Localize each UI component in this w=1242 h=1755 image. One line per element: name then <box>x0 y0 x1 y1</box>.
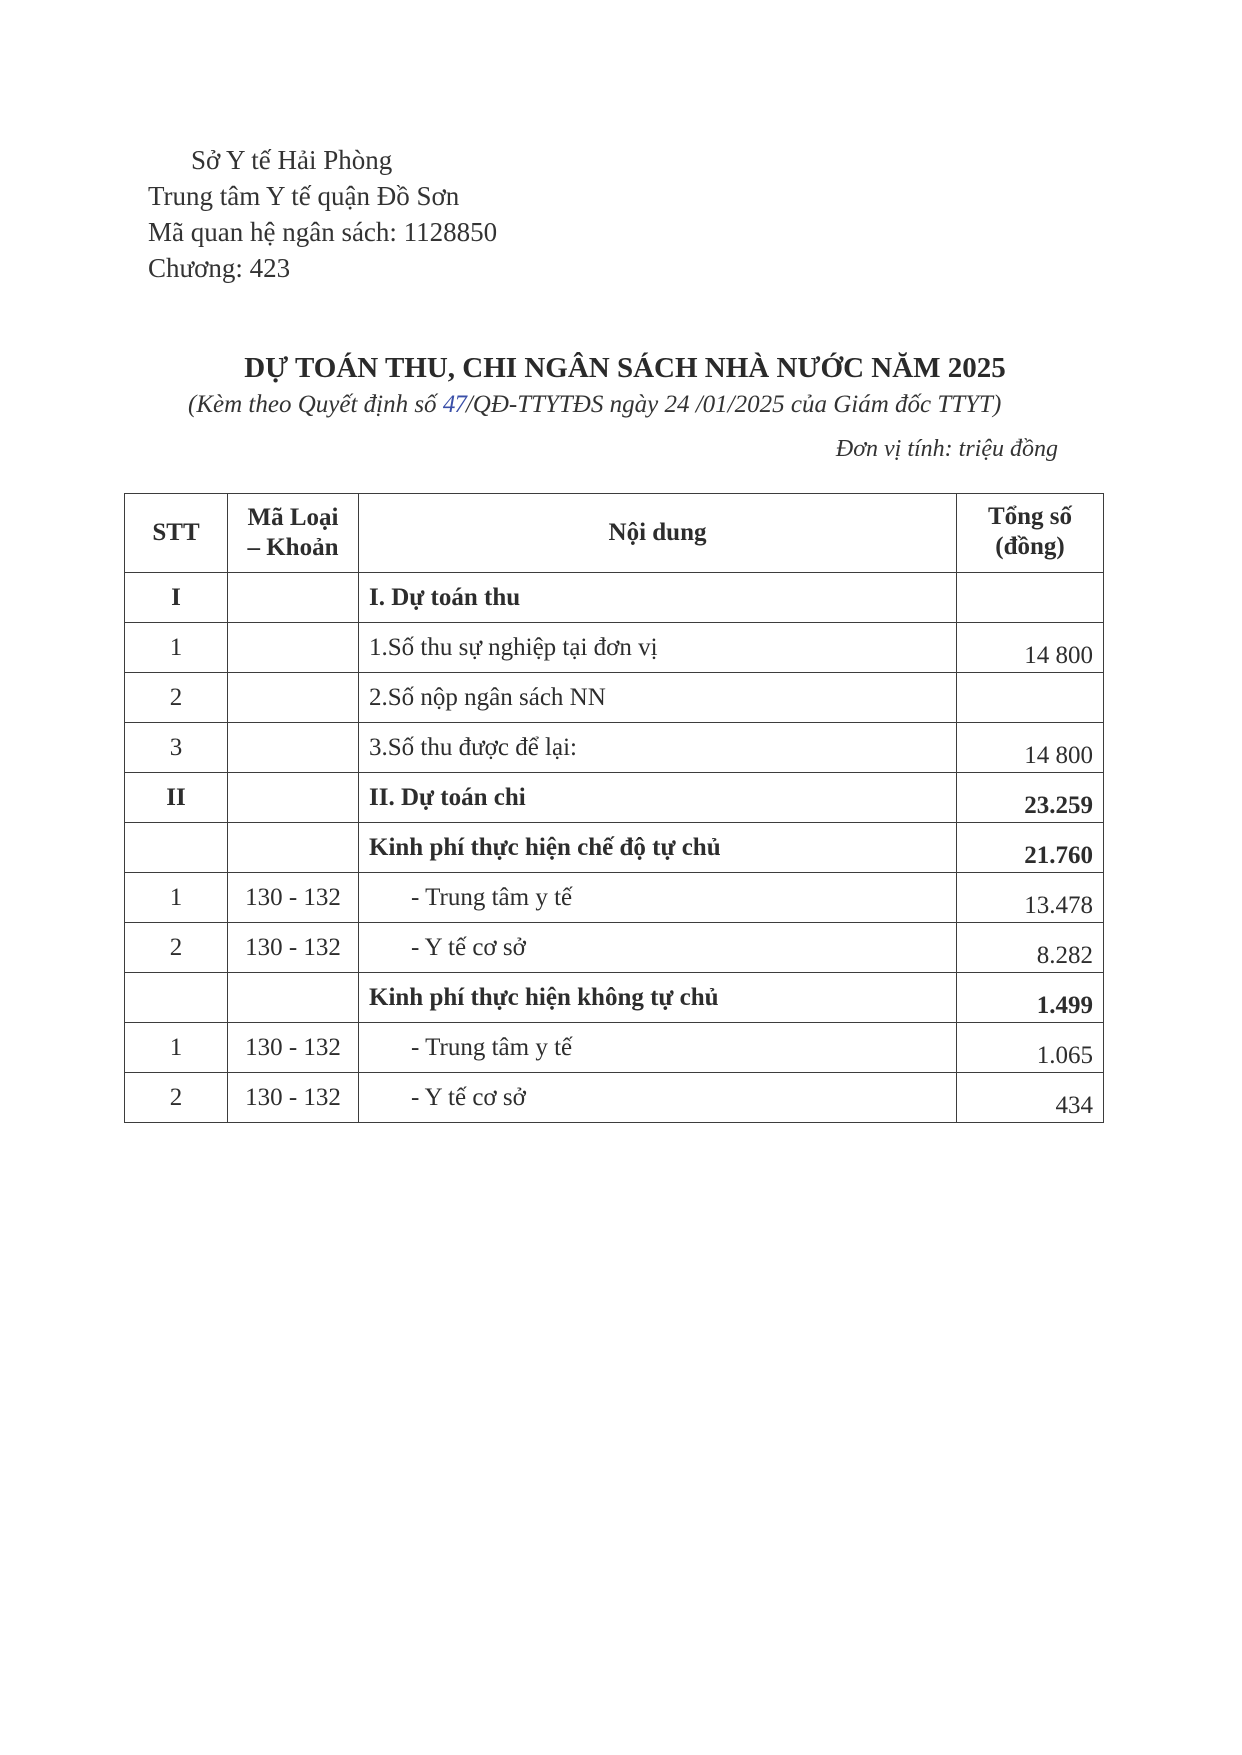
table-row <box>125 573 1104 623</box>
cell-stt <box>125 823 228 873</box>
cell-code: 130 - 132 <box>228 1073 359 1123</box>
table-row <box>125 923 1104 973</box>
cell-content: I. Dự toán thu <box>359 573 957 623</box>
header-code <box>228 494 359 573</box>
budget-code: Mã quan hệ ngân sách: 1128850 <box>148 217 498 247</box>
header-total <box>957 494 1104 573</box>
cell-code <box>228 823 359 873</box>
cell-code: 130 - 132 <box>228 873 359 923</box>
unit-note: Đơn vị tính: triệu đồng <box>835 436 1058 462</box>
cell-content: 3.Số thu được để lại: <box>359 723 957 773</box>
cell-stt: 2 <box>125 1073 228 1123</box>
cell-stt: 1 <box>125 623 228 673</box>
header-total-line1: Tổng số <box>987 503 1073 530</box>
cell-code: 130 - 132 <box>228 923 359 973</box>
table-row <box>125 873 1104 923</box>
agency-header <box>148 142 497 286</box>
decision-number: 47 <box>442 391 466 418</box>
cell-total: 8.282 <box>957 923 1104 973</box>
cell-total <box>957 573 1104 623</box>
header-content: Nội dung <box>359 494 957 573</box>
cell-stt: 1 <box>125 1023 228 1073</box>
cell-content: II. Dự toán chi <box>359 773 957 823</box>
table-row <box>125 823 1104 873</box>
table-row <box>125 723 1104 773</box>
cell-total: 21.760 <box>957 823 1104 873</box>
table-row <box>125 773 1104 823</box>
document-subtitle <box>188 391 1001 419</box>
table-row <box>125 673 1104 723</box>
cell-stt <box>125 973 228 1023</box>
cell-total: 13.478 <box>957 873 1104 923</box>
cell-code <box>228 623 359 673</box>
table-header-row <box>125 494 1104 573</box>
cell-code <box>228 673 359 723</box>
cell-code <box>228 573 359 623</box>
cell-total: 14 800 <box>957 623 1104 673</box>
cell-code: 130 - 132 <box>228 1023 359 1073</box>
header-code-line1: Mã Loại <box>247 504 339 531</box>
cell-code <box>228 973 359 1023</box>
cell-content: - Y tế cơ sở <box>359 1073 957 1123</box>
budget-table <box>124 493 1104 1123</box>
cell-total: 14 800 <box>957 723 1104 773</box>
cell-content: Kinh phí thực hiện không tự chủ <box>359 973 957 1023</box>
cell-stt: 1 <box>125 873 228 923</box>
cell-content: 1.Số thu sự nghiệp tại đơn vị <box>359 623 957 673</box>
table-row <box>125 1023 1104 1073</box>
cell-total: 1.065 <box>957 1023 1104 1073</box>
cell-total: 434 <box>957 1073 1104 1123</box>
table-row <box>125 623 1104 673</box>
subtitle-prefix: (Kèm theo Quyết định số <box>188 391 443 418</box>
header-total-line2: (đồng) <box>995 533 1065 560</box>
subtitle-suffix: /QĐ-TTYTĐS ngày 24 /01/2025 của Giám đốc TTYT) <box>465 391 1002 418</box>
cell-content: Kinh phí thực hiện chế độ tự chủ <box>359 823 957 873</box>
cell-total: 23.259 <box>957 773 1104 823</box>
cell-content: - Trung tâm y tế <box>359 873 957 923</box>
cell-stt: 2 <box>125 673 228 723</box>
cell-total <box>957 673 1104 723</box>
cell-code <box>228 723 359 773</box>
header-code-line2: – Khoản <box>247 534 339 561</box>
header-stt: STT <box>125 494 228 573</box>
department-name: Sở Y tế Hải Phòng <box>191 145 393 175</box>
cell-stt: II <box>125 773 228 823</box>
table-row <box>125 1073 1104 1123</box>
cell-total: 1.499 <box>957 973 1104 1023</box>
cell-content: - Y tế cơ sở <box>359 923 957 973</box>
center-name: Trung tâm Y tế quận Đồ Sơn <box>148 181 460 211</box>
cell-stt: 3 <box>125 723 228 773</box>
chapter: Chương: 423 <box>148 253 291 283</box>
table-row <box>125 973 1104 1023</box>
cell-content: 2.Số nộp ngân sách NN <box>359 673 957 723</box>
document-title: DỰ TOÁN THU, CHI NGÂN SÁCH NHÀ NƯỚC NĂM 2025 <box>244 352 1006 384</box>
cell-content: - Trung tâm y tế <box>359 1023 957 1073</box>
cell-code <box>228 773 359 823</box>
cell-stt: I <box>125 573 228 623</box>
cell-stt: 2 <box>125 923 228 973</box>
